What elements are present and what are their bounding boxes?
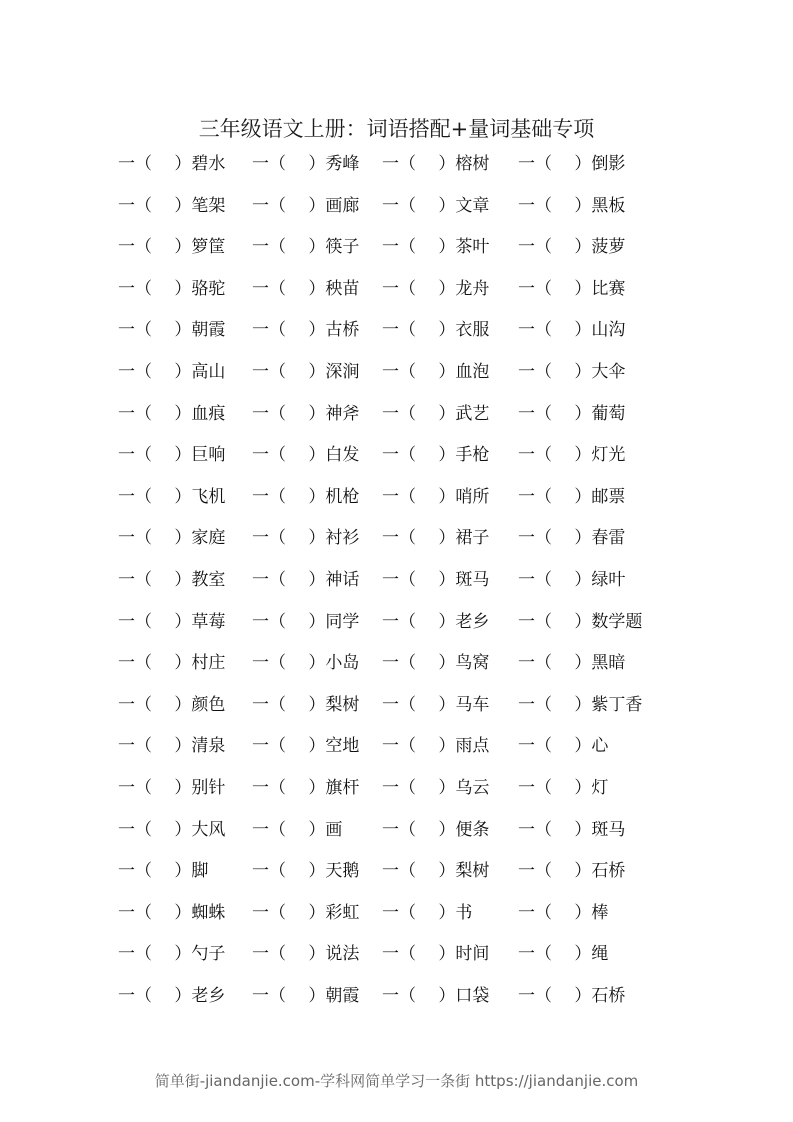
exercise-item — [518, 816, 625, 844]
blank-parentheses: 一（ ） — [118, 195, 192, 216]
exercise-item — [118, 441, 225, 469]
word: 老乡 — [455, 611, 490, 632]
blank-parentheses: 一（ ） — [118, 154, 192, 174]
word: 心 — [591, 736, 609, 757]
word: 梨树 — [455, 861, 490, 882]
word: 清泉 — [191, 736, 226, 757]
word: 倒影 — [591, 154, 626, 174]
exercise-item — [382, 316, 489, 344]
exercise-item — [382, 816, 489, 844]
exercise-item — [382, 691, 489, 719]
blank-parentheses: 一（ ） — [118, 777, 192, 798]
blank-parentheses: 一（ ） — [382, 736, 456, 757]
exercise-item — [382, 275, 489, 303]
word: 笔架 — [191, 195, 226, 216]
blank-parentheses: 一（ ） — [382, 195, 456, 216]
exercise-item — [118, 483, 225, 511]
exercise-item — [252, 233, 359, 261]
blank-parentheses: 一（ ） — [252, 985, 326, 1006]
exercise-item — [252, 400, 359, 428]
word: 数学题 — [591, 611, 643, 632]
blank-parentheses: 一（ ） — [382, 445, 456, 466]
blank-parentheses: 一（ ） — [118, 611, 192, 632]
footer-watermark: 简单街-jiandanjie.com-学科网简单学习一条街 https://jiandanjie.com — [154, 1072, 639, 1090]
blank-parentheses: 一（ ） — [252, 861, 326, 882]
exercise-item — [252, 524, 359, 552]
word: 天鹅 — [325, 861, 360, 882]
blank-parentheses: 一（ ） — [518, 777, 592, 798]
exercise-item — [382, 899, 472, 927]
exercise-item — [118, 899, 225, 927]
word: 黑暗 — [591, 653, 626, 674]
blank-parentheses: 一（ ） — [252, 237, 326, 258]
word: 深涧 — [325, 361, 360, 382]
exercise-item — [518, 316, 625, 344]
blank-parentheses: 一（ ） — [118, 944, 192, 965]
word: 白发 — [325, 445, 360, 466]
blank-parentheses: 一（ ） — [382, 694, 456, 715]
blank-parentheses: 一（ ） — [382, 278, 456, 299]
word: 黑板 — [591, 195, 626, 216]
word: 画 — [325, 819, 343, 840]
blank-parentheses: 一（ ） — [518, 569, 592, 590]
word: 书 — [455, 902, 473, 923]
blank-parentheses: 一（ ） — [118, 361, 192, 382]
exercise-item — [118, 233, 225, 261]
blank-parentheses: 一（ ） — [382, 611, 456, 632]
exercise-item — [382, 233, 489, 261]
word: 马车 — [455, 694, 490, 715]
word: 村庄 — [191, 653, 226, 674]
word: 秀峰 — [325, 154, 360, 174]
word: 紫丁香 — [591, 694, 643, 715]
exercise-item — [382, 400, 489, 428]
word: 血泡 — [455, 361, 490, 382]
exercise-item — [252, 649, 359, 677]
blank-parentheses: 一（ ） — [518, 861, 592, 882]
blank-parentheses: 一（ ） — [252, 569, 326, 590]
exercise-item — [518, 524, 625, 552]
exercise-item — [118, 816, 225, 844]
word: 葡萄 — [591, 403, 626, 424]
word: 比赛 — [591, 278, 626, 299]
exercise-item — [118, 150, 225, 178]
blank-parentheses: 一（ ） — [382, 777, 456, 798]
blank-parentheses: 一（ ） — [252, 653, 326, 674]
exercise-item — [518, 192, 625, 220]
blank-parentheses: 一（ ） — [118, 445, 192, 466]
word: 血痕 — [191, 403, 226, 424]
blank-parentheses: 一（ ） — [518, 653, 592, 674]
exercise-item — [382, 358, 489, 386]
exercise-item — [252, 150, 359, 178]
exercise-item — [382, 441, 489, 469]
word: 古桥 — [325, 320, 360, 341]
exercise-item — [252, 899, 359, 927]
blank-parentheses: 一（ ） — [518, 320, 592, 341]
blank-parentheses: 一（ ） — [518, 819, 592, 840]
exercise-item — [518, 940, 608, 968]
exercise-item — [118, 940, 225, 968]
exercise-item — [518, 899, 608, 927]
exercise-item — [518, 608, 642, 636]
word: 春雷 — [591, 528, 626, 549]
blank-parentheses: 一（ ） — [252, 694, 326, 715]
exercise-item — [252, 732, 359, 760]
word: 文章 — [455, 195, 490, 216]
blank-parentheses: 一（ ） — [118, 736, 192, 757]
exercise-item — [382, 940, 489, 968]
word: 菠萝 — [591, 237, 626, 258]
exercise-item — [518, 649, 625, 677]
exercise-item — [252, 566, 359, 594]
exercise-item — [118, 982, 225, 1010]
exercise-item — [118, 774, 225, 802]
exercise-item — [382, 982, 489, 1010]
blank-parentheses: 一（ ） — [518, 154, 592, 174]
blank-parentheses: 一（ ） — [118, 653, 192, 674]
exercise-item — [252, 441, 359, 469]
word: 高山 — [191, 361, 226, 382]
word: 同学 — [325, 611, 360, 632]
exercise-item — [382, 857, 489, 885]
exercise-item — [252, 192, 359, 220]
exercise-item — [518, 400, 625, 428]
blank-parentheses: 一（ ） — [518, 486, 592, 507]
exercise-item — [518, 982, 625, 1010]
exercise-item — [252, 940, 359, 968]
blank-parentheses: 一（ ） — [252, 361, 326, 382]
blank-parentheses: 一（ ） — [252, 195, 326, 216]
exercise-item — [252, 316, 359, 344]
blank-parentheses: 一（ ） — [382, 861, 456, 882]
blank-parentheses: 一（ ） — [518, 902, 592, 923]
word: 邮票 — [591, 486, 626, 507]
blank-parentheses: 一（ ） — [118, 985, 192, 1006]
blank-parentheses: 一（ ） — [118, 278, 192, 299]
exercise-item — [118, 732, 225, 760]
word: 巨响 — [191, 445, 226, 466]
blank-parentheses: 一（ ） — [518, 985, 592, 1006]
blank-parentheses: 一（ ） — [252, 320, 326, 341]
blank-parentheses: 一（ ） — [518, 611, 592, 632]
word: 斑马 — [591, 819, 626, 840]
word: 大风 — [191, 819, 226, 840]
exercise-item — [382, 774, 489, 802]
word: 碧水 — [191, 154, 226, 174]
blank-parentheses: 一（ ） — [382, 320, 456, 341]
blank-parentheses: 一（ ） — [252, 611, 326, 632]
word: 颜色 — [191, 694, 226, 715]
word: 便条 — [455, 819, 490, 840]
word: 说法 — [325, 944, 360, 965]
word: 手枪 — [455, 445, 490, 466]
blank-parentheses: 一（ ） — [518, 278, 592, 299]
word: 绿叶 — [591, 569, 626, 590]
word: 大伞 — [591, 361, 626, 382]
word: 龙舟 — [455, 278, 490, 299]
exercise-item — [518, 774, 608, 802]
blank-parentheses: 一（ ） — [252, 154, 326, 174]
blank-parentheses: 一（ ） — [382, 154, 456, 174]
word: 绳 — [591, 944, 609, 965]
blank-parentheses: 一（ ） — [382, 819, 456, 840]
word: 飞机 — [191, 486, 226, 507]
blank-parentheses: 一（ ） — [252, 902, 326, 923]
word: 机枪 — [325, 486, 360, 507]
exercise-item — [118, 316, 225, 344]
exercise-item — [518, 732, 608, 760]
word: 别针 — [191, 777, 226, 798]
blank-parentheses: 一（ ） — [252, 944, 326, 965]
exercise-item — [382, 608, 489, 636]
word: 石桥 — [591, 861, 626, 882]
exercise-item — [382, 649, 489, 677]
word: 衣服 — [455, 320, 490, 341]
word: 神话 — [325, 569, 360, 590]
blank-parentheses: 一（ ） — [382, 237, 456, 258]
word: 山沟 — [591, 320, 626, 341]
exercise-item — [118, 857, 208, 885]
word: 教室 — [191, 569, 226, 590]
blank-parentheses: 一（ ） — [518, 528, 592, 549]
exercise-item — [518, 233, 625, 261]
blank-parentheses: 一（ ） — [518, 195, 592, 216]
blank-parentheses: 一（ ） — [518, 694, 592, 715]
blank-parentheses: 一（ ） — [118, 237, 192, 258]
word: 朝霞 — [191, 320, 226, 341]
blank-parentheses: 一（ ） — [252, 403, 326, 424]
blank-parentheses: 一（ ） — [252, 278, 326, 299]
exercise-item — [118, 691, 225, 719]
word: 朝霞 — [325, 985, 360, 1006]
exercise-item — [518, 150, 625, 178]
word: 乌云 — [455, 777, 490, 798]
word: 哨所 — [455, 486, 490, 507]
exercise-item — [252, 857, 359, 885]
exercise-item — [252, 816, 342, 844]
word: 骆驼 — [191, 278, 226, 299]
word: 石桥 — [591, 985, 626, 1006]
word: 脚 — [191, 861, 209, 882]
exercise-item — [118, 400, 225, 428]
exercise-item — [118, 608, 225, 636]
blank-parentheses: 一（ ） — [118, 694, 192, 715]
blank-parentheses: 一（ ） — [118, 528, 192, 549]
word: 家庭 — [191, 528, 226, 549]
blank-parentheses: 一（ ） — [382, 361, 456, 382]
exercise-item — [382, 483, 489, 511]
blank-parentheses: 一（ ） — [118, 486, 192, 507]
exercise-item — [252, 691, 359, 719]
exercise-item — [118, 649, 225, 677]
exercise-item — [382, 192, 489, 220]
blank-parentheses: 一（ ） — [118, 902, 192, 923]
exercise-item — [118, 524, 225, 552]
word: 裙子 — [455, 528, 490, 549]
word: 神斧 — [325, 403, 360, 424]
blank-parentheses: 一（ ） — [118, 569, 192, 590]
word: 草莓 — [191, 611, 226, 632]
blank-parentheses: 一（ ） — [382, 653, 456, 674]
blank-parentheses: 一（ ） — [382, 569, 456, 590]
exercise-item — [252, 275, 359, 303]
exercise-item — [382, 566, 489, 594]
exercise-item — [518, 566, 625, 594]
exercise-item — [118, 358, 225, 386]
exercise-item — [518, 275, 625, 303]
blank-parentheses: 一（ ） — [518, 445, 592, 466]
blank-parentheses: 一（ ） — [252, 777, 326, 798]
word: 筷子 — [325, 237, 360, 258]
word: 蜘蛛 — [191, 902, 226, 923]
word: 鸟窝 — [455, 653, 490, 674]
blank-parentheses: 一（ ） — [382, 902, 456, 923]
word: 小岛 — [325, 653, 360, 674]
word: 茶叶 — [455, 237, 490, 258]
exercise-item — [252, 358, 359, 386]
blank-parentheses: 一（ ） — [252, 486, 326, 507]
blank-parentheses: 一（ ） — [518, 944, 592, 965]
exercise-item — [252, 608, 359, 636]
word: 衬衫 — [325, 528, 360, 549]
exercise-item — [382, 524, 489, 552]
exercise-item — [518, 691, 642, 719]
blank-parentheses: 一（ ） — [382, 486, 456, 507]
word: 灯光 — [591, 445, 626, 466]
word: 武艺 — [455, 403, 490, 424]
exercise-item — [518, 441, 625, 469]
word: 画廊 — [325, 195, 360, 216]
exercise-item — [118, 192, 225, 220]
word: 斑马 — [455, 569, 490, 590]
exercise-item — [118, 566, 225, 594]
exercise-item — [518, 358, 625, 386]
word: 棒 — [591, 902, 609, 923]
blank-parentheses: 一（ ） — [382, 985, 456, 1006]
word: 梨树 — [325, 694, 360, 715]
exercise-item — [252, 774, 359, 802]
exercise-item — [382, 732, 489, 760]
word: 勺子 — [191, 944, 226, 965]
blank-parentheses: 一（ ） — [252, 819, 326, 840]
page-title: 三年级语文上册：词语搭配+量词基础专项 — [198, 117, 595, 141]
blank-parentheses: 一（ ） — [518, 361, 592, 382]
exercise-item — [118, 275, 225, 303]
exercise-item — [518, 483, 625, 511]
word: 老乡 — [191, 985, 226, 1006]
word: 榕树 — [455, 154, 490, 174]
exercise-item — [252, 982, 359, 1010]
word: 彩虹 — [325, 902, 360, 923]
blank-parentheses: 一（ ） — [252, 528, 326, 549]
word: 时间 — [455, 944, 490, 965]
exercise-item — [518, 857, 625, 885]
blank-parentheses: 一（ ） — [382, 528, 456, 549]
word: 旗杆 — [325, 777, 360, 798]
blank-parentheses: 一（ ） — [118, 320, 192, 341]
blank-parentheses: 一（ ） — [382, 403, 456, 424]
blank-parentheses: 一（ ） — [518, 237, 592, 258]
word: 秧苗 — [325, 278, 360, 299]
blank-parentheses: 一（ ） — [118, 819, 192, 840]
exercise-item — [252, 483, 359, 511]
blank-parentheses: 一（ ） — [118, 861, 192, 882]
blank-parentheses: 一（ ） — [118, 403, 192, 424]
word: 口袋 — [455, 985, 490, 1006]
blank-parentheses: 一（ ） — [518, 403, 592, 424]
blank-parentheses: 一（ ） — [518, 736, 592, 757]
blank-parentheses: 一（ ） — [252, 445, 326, 466]
word: 雨点 — [455, 736, 490, 757]
blank-parentheses: 一（ ） — [252, 736, 326, 757]
blank-parentheses: 一（ ） — [382, 944, 456, 965]
word: 箩筐 — [191, 237, 226, 258]
word: 灯 — [591, 777, 609, 798]
exercise-item — [382, 150, 489, 178]
word: 空地 — [325, 736, 360, 757]
